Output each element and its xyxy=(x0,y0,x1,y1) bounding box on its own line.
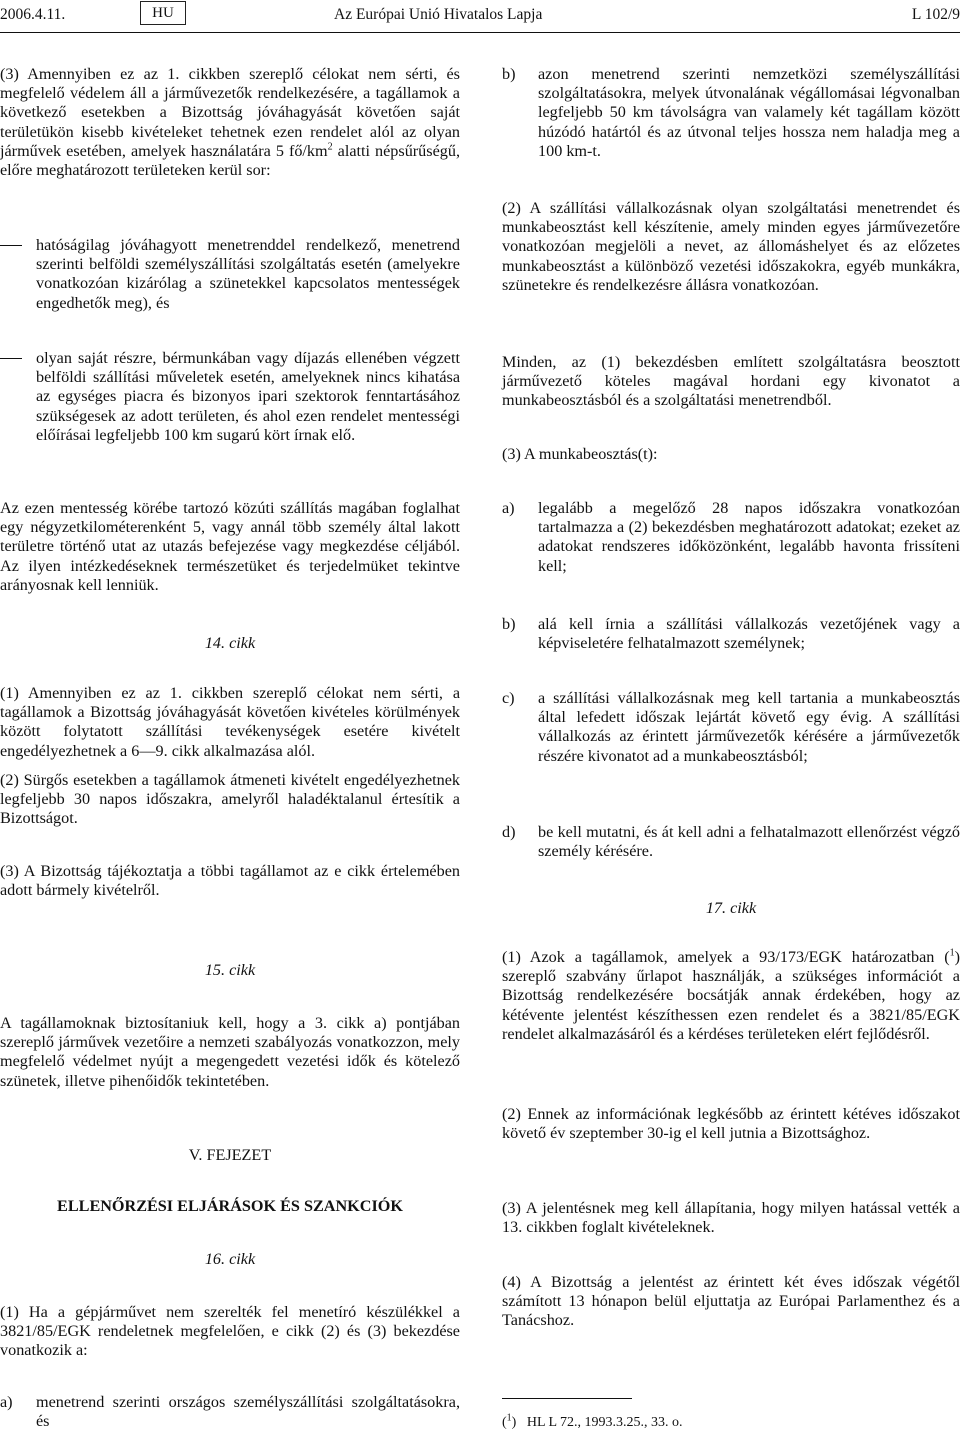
art16-3-item-d: be kell mutatni, és át kell adni a felhatalmazott ellenőrzést végző személy kérésére. xyxy=(538,823,960,861)
art16-3-item-b: alá kell írnia a szállítási vállalkozás vezetőjének vagy a képviseletére felhatalmazott személynek; xyxy=(538,615,960,653)
article-15-heading: 15. cikk xyxy=(204,961,256,979)
list-dash xyxy=(0,358,22,359)
art17-paragraph-2: (2) Ennek az információnak legkésőbb az érintett kétéves időszakot követő év szeptember 30-ig el kell jutnia a Bizottsághoz. xyxy=(502,1105,960,1143)
article-14-heading: 14. cikk xyxy=(204,634,256,652)
art16-item-a: menetrend szerinti országos személyszállítási szolgáltatásokra, és xyxy=(36,1393,460,1431)
dash-item-2: olyan saját részre, bérmunkában vagy díjazás ellenében végzett belföldi szállítási műveletek esetén, amelyeknek nincs kihatása az egységes piacra és bizonyos ipari szektorok fenntartásához szükségesek az adott területen, és ahol ezen rendelet mentességi előírásai legfeljebb 100 km sugarú kört írnak elő. xyxy=(36,349,460,444)
art16-paragraph-3: (3) A munkabeosztás(t): xyxy=(502,445,658,463)
art14-paragraph-1: (1) Amennyiben ez az 1. cikkben szereplő célokat nem sérti, a tagállamok a Bizottság jóváhagyását követően kivételes körülmények között folytatott szállítási tevékenységek esetére kivételt engedélyezhetnek a 6—9. cikk alkalmazása alól. xyxy=(0,684,460,760)
list-label-b: b) xyxy=(502,65,516,83)
list-dash xyxy=(0,245,22,246)
art16-paragraph-2-continued: Minden, az (1) bekezdésben említett szolgáltatásra beosztott járművezető köteles magával hordani egy kivonatot a munkabeosztásból és a szolgáltatási menetrendből. xyxy=(502,353,960,410)
article-16-heading: 16. cikk xyxy=(204,1250,256,1268)
page-number: L 102/9 xyxy=(911,6,960,23)
dash-item-1: hatóságilag jóváhagyott menetrenddel rendelkező, menetrend szerinti belföldi személyszállítási szolgáltatás esetén (amelyekre vonatkozóan kizárólag a szünetekkel kapcsolatos mentességek engedhetők meg), és xyxy=(36,236,460,312)
chapter-title: ELLENŐRZÉSI ELJÁRÁSOK ÉS SZANKCIÓK xyxy=(57,1197,403,1215)
art17-paragraph-1: (1) Azok a tagállamok, amelyek a 93/173/EGK határozatban ($^1$) szereplő szabvány űrlapot használják, a szükséges információt a Bizottság rendelkezésére bocsátják annak érdekében, hogy az kétévente jelentést készíthessen ezen rendelet és a 3821/85/EGK rendelet alkalmazásáról és a kérdéses területeken elért fejlődésről. xyxy=(502,947,960,1043)
art16-item-b: azon menetrend szerinti nemzetközi személyszállítási szolgáltatásokra, melyek útvonalának végállomásai légvonalban legfeljebb 50 km távolságra van valamely két tagállam között húzódó határtól és az útvonal teljes hossza nem haladja meg a 100 km-t. xyxy=(538,65,960,160)
journal-title: Az Európai Unió Hivatalos Lapja xyxy=(334,6,543,23)
art15-paragraph: A tagállamoknak biztosítaniuk kell, hogy a 3. cikk a) pontjában szereplő járművek vezetőire a nemzeti szabályozás vonatkozzon, mely megfelelő védelmet nyújt a megengedett vezetési idők és kötelező szünetek, illetve pihenőidők tekintetében. xyxy=(0,1014,460,1090)
art16-3-item-a: legalább a megelőző 28 napos időszakra vonatkozóan tartalmazza a (2) bekezdésben meghatározott adatokat; ezeket az adatokat rendszeres időközönként, legalább havonta frissíteni kell; xyxy=(538,499,960,575)
art13-closing-paragraph: Az ezen mentesség körébe tartozó közúti szállítás magában foglalhat egy négyzetkilométerenként 5, vagy annál több személy által lakott területre történő utat az utazás befejezése vagy megkezdése céljából. Az ilyen intézkedéseknek természetüket és terjedelmüket tekintve arányosnak kell lenniük. xyxy=(0,499,460,594)
footnote: ($^1$) HL L 72., 1993.3.25., 33. o. xyxy=(502,1412,683,1430)
art17-paragraph-4: (4) A Bizottság a jelentést az érintett két éves időszak végétől számított 13 hónapon belül eljuttatja az Európai Parlamenthez és a Tanácshoz. xyxy=(502,1273,960,1330)
list-label-a: a) xyxy=(0,1393,13,1411)
page-header xyxy=(0,0,960,32)
art17-paragraph-3: (3) A jelentésnek meg kell állapítania, hogy milyen hatással vették a 13. cikkben foglalt kivételeknek. xyxy=(502,1199,960,1237)
list-label-d: d) xyxy=(502,823,516,841)
art16-paragraph-1: (1) Ha a gépjárművet nem szerelték fel menetíró készülékkel a 3821/85/EGK rendeletnek megfelelően, e cikk (2) és (3) bekezdése vonatkozik a: xyxy=(0,1303,460,1360)
art14-paragraph-3: (3) A Bizottság tájékoztatja a többi tagállamot az e cikk értelemében adott bármely kivételről. xyxy=(0,862,460,900)
footnote-rule xyxy=(502,1398,632,1399)
art16-paragraph-2: (2) A szállítási vállalkozásnak olyan szolgáltatási menetrendet és munkabeosztást kell készítenie, amely minden egyes járművezetőre vonatkozóan megjelöli a nevet, az állomáshelyet és az előzetes munkabeosztást a különböző vezetési időszakokra, egyéb munkákra, szünetekre és rendelkezésre állásra vonatkozóan. xyxy=(502,199,960,294)
art13-paragraph-3: (3) Amennyiben ez az 1. cikkben szereplő célokat nem sérti, és megfelelő védelem áll a járművezetők rendelkezésére, a tagállamok a következő esetekben a Bizottság jóváhagyását követően saját területükön kisebb kivételeket tehetnek ezen rendelet alól az olyan járművek esetében, amelyek használatára 5 $fő/km^2$ alatti népsűrűségű, előre meghatározott területeken kerül sor: xyxy=(0,65,460,180)
list-label-a: a) xyxy=(502,499,515,517)
chapter-number: V. FEJEZET xyxy=(188,1146,272,1164)
article-17-heading: 17. cikk xyxy=(705,899,757,917)
header-date: 2006.4.11. xyxy=(0,6,66,23)
list-label-c: c) xyxy=(502,689,515,707)
language-code-box: HU xyxy=(140,1,186,25)
art14-paragraph-2: (2) Sürgős esetekben a tagállamok átmeneti kivételt engedélyezhetnek legfeljebb 30 napos időszakra, amelyről haladéktalanul értesítik a Bizottságot. xyxy=(0,771,460,828)
art16-3-item-c: a szállítási vállalkozásnak meg kell tartania a munkabeosztás által lefedett időszak lejártát követő egy évig. A szállítási vállalkozás az érintett járművezetők kérésére a járművezetők részére kivonatot ad a munkabeosztásból; xyxy=(538,689,960,765)
list-label-b: b) xyxy=(502,615,516,633)
header-rule xyxy=(0,32,960,33)
